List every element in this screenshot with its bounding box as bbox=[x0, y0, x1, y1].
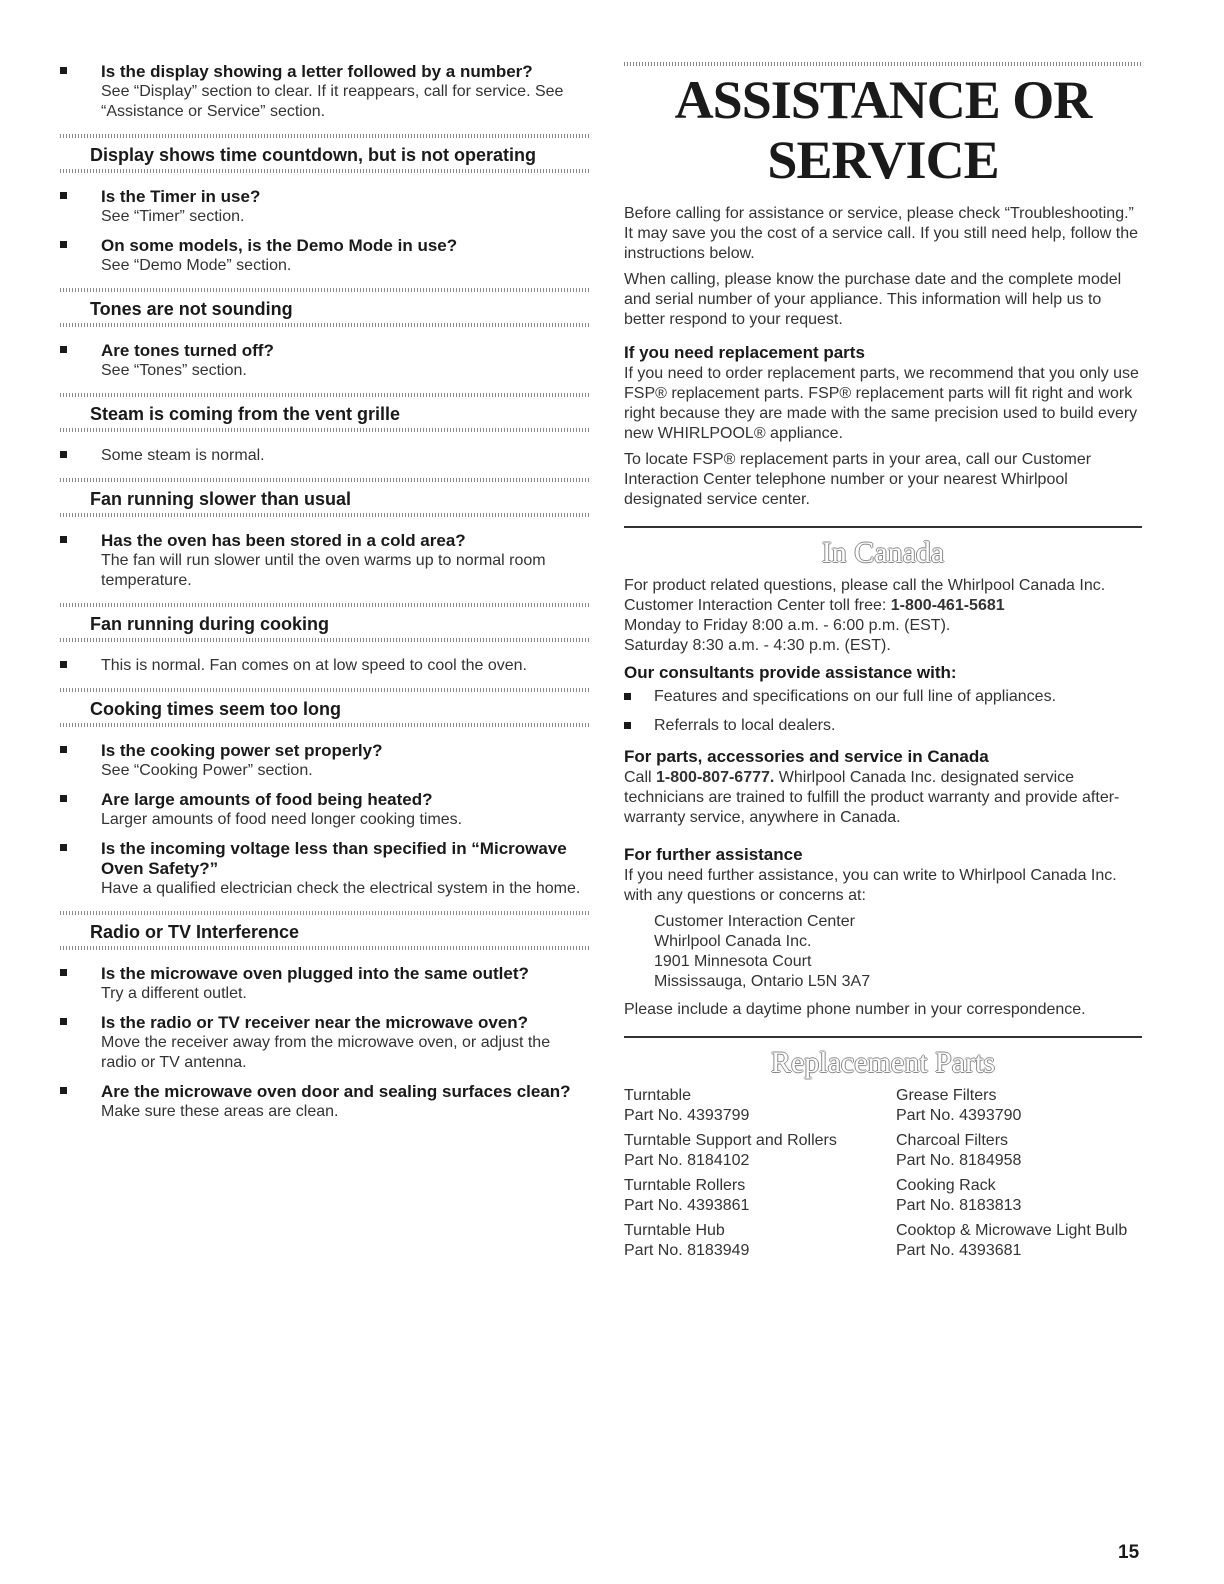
troubleshooting-section bbox=[60, 288, 590, 327]
hours: Monday to Friday 8:00 a.m. - 6:00 p.m. (EST). bbox=[624, 617, 951, 634]
part-name: Turntable Rollers bbox=[624, 1177, 746, 1194]
answer: Move the receiver away from the microwave oven, or adjust the radio or TV antenna. bbox=[101, 1034, 551, 1071]
troubleshooting-column bbox=[60, 62, 590, 1131]
section-heading: Cooking times seem too long bbox=[90, 699, 342, 719]
list-item bbox=[60, 341, 590, 381]
paragraph: Call 1-800-807-6777. Whirlpool Canada Inc. designated service technicians are trained to fulfill the product warranty and provide after-warranty service, anywhere in Canada. bbox=[624, 769, 1120, 826]
divider bbox=[60, 478, 590, 482]
divider bbox=[624, 1036, 1142, 1038]
divider bbox=[60, 323, 590, 327]
paragraph: To locate FSP® replacement parts in your area, call our Customer Interaction Center telephone number or your nearest Whirlpool designated service center. bbox=[624, 451, 1092, 508]
bullet-icon bbox=[60, 844, 67, 851]
question: Are tones turned off? bbox=[101, 341, 274, 360]
address: Customer Interaction Center Whirlpool Canada Inc. 1901 Minnesota Court Mississauga, Ontario L5N 3A7 bbox=[654, 913, 871, 990]
section-heading: For parts, accessories and service in Canada bbox=[624, 747, 989, 766]
answer: Larger amounts of food need longer cooking times. bbox=[101, 811, 463, 828]
question: Is the radio or TV receiver near the microwave oven? bbox=[101, 1013, 529, 1032]
list-item bbox=[60, 790, 590, 830]
question: Is the Timer in use? bbox=[101, 187, 261, 206]
divider bbox=[60, 288, 590, 292]
intro-paragraph: When calling, please know the purchase date and the complete model and serial number of your appliance. This information will help us to better respond to your request. bbox=[624, 271, 1122, 328]
troubleshooting-section bbox=[60, 134, 590, 173]
bullet-icon bbox=[60, 346, 67, 353]
section-heading: Display shows time countdown, but is not operating bbox=[90, 145, 537, 165]
list-item bbox=[60, 839, 590, 899]
section-heading: Fan running slower than usual bbox=[90, 489, 352, 509]
bullet-icon bbox=[624, 693, 631, 700]
divider bbox=[60, 911, 590, 915]
bullet-icon bbox=[60, 1018, 67, 1025]
question: Are large amounts of food being heated? bbox=[101, 790, 433, 809]
part-entry bbox=[896, 1221, 1142, 1261]
divider bbox=[624, 62, 1142, 66]
part-name: Grease Filters bbox=[896, 1087, 997, 1104]
part-entry bbox=[624, 1131, 896, 1171]
section-heading: Steam is coming from the vent grille bbox=[90, 404, 401, 424]
answer: The fan will run slower until the oven warms up to normal room temperature. bbox=[101, 552, 546, 589]
bullet-icon bbox=[60, 969, 67, 976]
section-heading: If you need replacement parts bbox=[624, 343, 865, 362]
part-number: Part No. 4393790 bbox=[896, 1107, 1022, 1124]
part-entry bbox=[624, 1086, 896, 1126]
part-entry bbox=[624, 1176, 896, 1216]
section-heading: Tones are not sounding bbox=[90, 299, 293, 319]
troubleshooting-section bbox=[60, 688, 590, 727]
list-item bbox=[60, 741, 590, 781]
list-item bbox=[60, 1013, 590, 1073]
section-heading: Radio or TV Interference bbox=[90, 922, 300, 942]
bullet-icon bbox=[624, 722, 631, 729]
troubleshooting-section bbox=[60, 911, 590, 950]
parts-column bbox=[896, 1086, 1142, 1266]
divider bbox=[60, 946, 590, 950]
list-item: Features and specifications on our full line of appliances. bbox=[624, 687, 1142, 707]
part-number: Part No. 8184958 bbox=[896, 1152, 1022, 1169]
divider bbox=[60, 393, 590, 397]
question: Is the cooking power set properly? bbox=[101, 741, 383, 760]
bullet-icon bbox=[60, 1087, 67, 1094]
bullet-icon bbox=[60, 192, 67, 199]
section-title: In Canada bbox=[821, 536, 945, 569]
divider bbox=[60, 513, 590, 517]
answer: This is normal. Fan comes on at low speed to cool the oven. bbox=[101, 657, 527, 674]
answer: See “Display” section to clear. If it reappears, call for service. See “Assistance or Service” section. bbox=[101, 83, 564, 120]
part-number: Part No. 4393799 bbox=[624, 1107, 750, 1124]
divider bbox=[60, 723, 590, 727]
part-number: Part No. 4393681 bbox=[896, 1242, 1022, 1259]
part-number: Part No. 8184102 bbox=[624, 1152, 750, 1169]
part-name: Turntable Hub bbox=[624, 1222, 725, 1239]
part-name: Charcoal Filters bbox=[896, 1132, 1009, 1149]
answer: See “Timer” section. bbox=[101, 208, 245, 225]
paragraph bbox=[624, 576, 1142, 616]
canada-text: For product related questions, please call the Whirlpool Canada Inc. Customer Interaction Center toll free: bbox=[624, 577, 1106, 614]
bullet-icon bbox=[60, 795, 67, 802]
question: Are the microwave oven door and sealing surfaces clean? bbox=[101, 1082, 571, 1101]
troubleshooting-section bbox=[60, 478, 590, 517]
section-heading: Fan running during cooking bbox=[90, 614, 329, 634]
question: Is the incoming voltage less than specified in “Microwave Oven Safety?” bbox=[101, 839, 567, 878]
answer: See “Demo Mode” section. bbox=[101, 257, 292, 274]
section-title: Replacement Parts bbox=[770, 1046, 996, 1079]
question: Has the oven has been stored in a cold area? bbox=[101, 531, 466, 550]
answer: Try a different outlet. bbox=[101, 985, 247, 1002]
divider bbox=[60, 688, 590, 692]
part-entry bbox=[896, 1176, 1142, 1216]
list-item bbox=[60, 187, 590, 227]
parts-column bbox=[624, 1086, 896, 1266]
part-entry bbox=[624, 1221, 896, 1261]
section-heading: Our consultants provide assistance with: bbox=[624, 663, 957, 682]
bullet-icon bbox=[60, 67, 67, 74]
answer: See “Tones” section. bbox=[101, 362, 247, 379]
answer: Some steam is normal. bbox=[101, 447, 265, 464]
paragraph: If you need to order replacement parts, we recommend that you only use FSP® replacement parts. FSP® replacement parts will fit right and work right because they are made with the same precision used to build every new WHIRLPOOL® appliance. bbox=[624, 365, 1139, 442]
part-number: Part No. 8183813 bbox=[896, 1197, 1022, 1214]
list-item: Referrals to local dealers. bbox=[624, 716, 1142, 736]
divider bbox=[60, 169, 590, 173]
divider bbox=[60, 428, 590, 432]
list-item bbox=[60, 1082, 590, 1122]
part-number: Part No. 4393861 bbox=[624, 1197, 750, 1214]
assistance-column bbox=[624, 62, 1142, 1266]
question: Is the microwave oven plugged into the same outlet? bbox=[101, 964, 529, 983]
troubleshooting-section bbox=[60, 393, 590, 432]
hours: Saturday 8:30 a.m. - 4:30 p.m. (EST). bbox=[624, 637, 891, 654]
part-number: Part No. 8183949 bbox=[624, 1242, 750, 1259]
divider bbox=[60, 638, 590, 642]
list-item bbox=[60, 656, 590, 676]
troubleshooting-section bbox=[60, 603, 590, 642]
list-item bbox=[60, 62, 590, 122]
part-entry bbox=[896, 1131, 1142, 1171]
divider bbox=[60, 603, 590, 607]
list-item bbox=[60, 236, 590, 276]
troubleshooting-sections bbox=[60, 134, 590, 1122]
parts-list bbox=[624, 1086, 1142, 1266]
paragraph: Please include a daytime phone number in your correspondence. bbox=[624, 1001, 1086, 1018]
part-name: Cooking Rack bbox=[896, 1177, 996, 1194]
canada-phone: 1-800-461-5681 bbox=[890, 597, 1005, 614]
part-entry bbox=[896, 1086, 1142, 1126]
intro-paragraph: Before calling for assistance or service, please check “Troubleshooting.” It may save you the cost of a service call. If you still need help, follow the instructions below. bbox=[624, 205, 1139, 262]
list-item bbox=[60, 964, 590, 1004]
section-heading: For further assistance bbox=[624, 845, 803, 864]
answer: Have a qualified electrician check the electrical system in the home. bbox=[101, 880, 581, 897]
page-title: ASSISTANCE OR SERVICE bbox=[674, 70, 1092, 190]
paragraph: If you need further assistance, you can write to Whirlpool Canada Inc. with any questions or concerns at: bbox=[624, 867, 1117, 904]
bullet-icon bbox=[60, 451, 67, 458]
divider bbox=[624, 526, 1142, 528]
divider bbox=[60, 134, 590, 138]
list-item bbox=[60, 531, 590, 591]
parts-phone: 1-800-807-6777. bbox=[656, 769, 775, 786]
question: Is the display showing a letter followed by a number? bbox=[101, 62, 533, 81]
part-name: Turntable Support and Rollers bbox=[624, 1132, 837, 1149]
bullet-icon bbox=[60, 746, 67, 753]
part-name: Turntable bbox=[624, 1087, 691, 1104]
answer: Make sure these areas are clean. bbox=[101, 1103, 339, 1120]
answer: See “Cooking Power” section. bbox=[101, 762, 313, 779]
question: On some models, is the Demo Mode in use? bbox=[101, 236, 458, 255]
bullet-icon bbox=[60, 536, 67, 543]
list-item bbox=[60, 446, 590, 466]
bullet-icon bbox=[60, 661, 67, 668]
bullet-icon bbox=[60, 241, 67, 248]
page-number: 15 bbox=[1118, 1542, 1140, 1563]
part-name: Cooktop & Microwave Light Bulb bbox=[896, 1222, 1128, 1239]
